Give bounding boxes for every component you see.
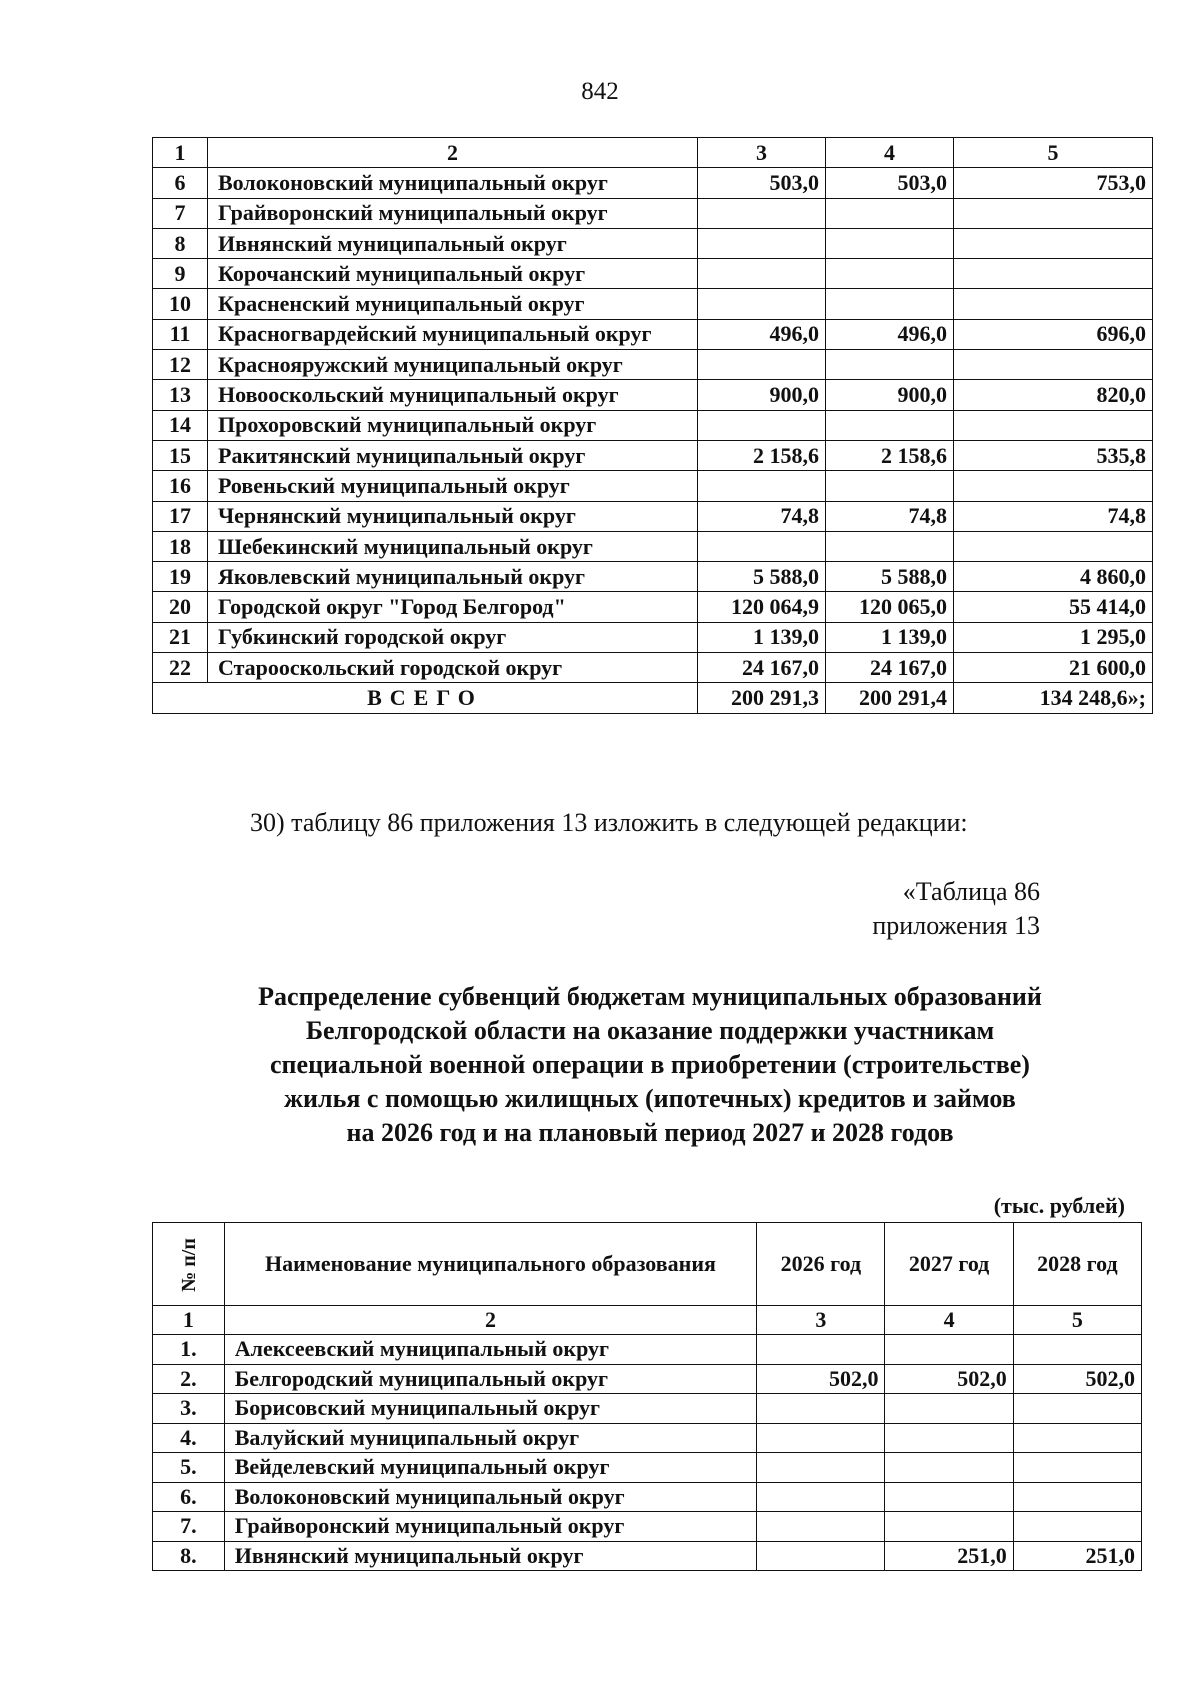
table-row <box>153 1482 1142 1512</box>
table-row <box>153 653 1153 683</box>
column-index: 4 <box>885 1306 1013 1335</box>
table-row <box>153 501 1153 531</box>
municipality-name: Ивнянский муниципальный округ <box>224 1541 757 1571</box>
value-col-5: 753,0 <box>954 168 1153 198</box>
value-2026 <box>757 1512 885 1542</box>
value-col-4 <box>826 350 954 380</box>
municipality-name: Алексеевский муниципальный округ <box>224 1335 757 1365</box>
row-number: 21 <box>153 622 208 652</box>
municipality-name: Городской округ "Город Белгород" <box>208 592 698 622</box>
value-col-3: 5 588,0 <box>698 562 826 592</box>
row-number: 8. <box>153 1541 225 1571</box>
row-number: 16 <box>153 471 208 501</box>
value-col-4: 5 588,0 <box>826 562 954 592</box>
value-col-4: 900,0 <box>826 380 954 410</box>
row-number: 2. <box>153 1364 225 1394</box>
municipality-name: Краснояружский муниципальный округ <box>208 350 698 380</box>
value-2028 <box>1013 1482 1141 1512</box>
value-2026 <box>757 1423 885 1453</box>
amendment-instruction: 30) таблицу 86 приложения 13 изложить в следующей редакции: <box>250 808 968 837</box>
value-2028 <box>1013 1335 1141 1365</box>
table-reference <box>872 875 1040 943</box>
row-number: 7 <box>153 198 208 228</box>
value-2026 <box>757 1394 885 1424</box>
municipality-name: Губкинский городской округ <box>208 622 698 652</box>
value-col-3 <box>698 228 826 258</box>
municipality-name: Ровеньский муниципальный округ <box>208 471 698 501</box>
value-col-3: 120 064,9 <box>698 592 826 622</box>
column-index: 1 <box>153 1306 225 1335</box>
row-number: 13 <box>153 380 208 410</box>
table-row <box>153 1512 1142 1542</box>
column-index: 2 <box>224 1306 757 1335</box>
value-col-5: 535,8 <box>954 440 1153 470</box>
row-number: 14 <box>153 410 208 440</box>
value-2027 <box>885 1482 1013 1512</box>
table-row <box>153 168 1153 198</box>
municipality-name: Корочанский муниципальный округ <box>208 259 698 289</box>
table-row <box>153 592 1153 622</box>
value-col-5: 55 414,0 <box>954 592 1153 622</box>
total-col-4: 200 291,4 <box>826 683 954 713</box>
municipality-name: Вейделевский муниципальный округ <box>224 1453 757 1483</box>
value-col-4 <box>826 198 954 228</box>
total-col-5: 134 248,6»; <box>954 683 1153 713</box>
row-number: 19 <box>153 562 208 592</box>
value-col-5 <box>954 531 1153 561</box>
table-row <box>153 562 1153 592</box>
total-col-3: 200 291,3 <box>698 683 826 713</box>
column-index: 2 <box>208 138 698 168</box>
value-2028: 251,0 <box>1013 1541 1141 1571</box>
value-2027 <box>885 1453 1013 1483</box>
municipality-name: Ивнянский муниципальный округ <box>208 228 698 258</box>
value-col-5: 1 295,0 <box>954 622 1153 652</box>
row-number: 6 <box>153 168 208 198</box>
row-number: 17 <box>153 501 208 531</box>
value-2028 <box>1013 1512 1141 1542</box>
row-number: 22 <box>153 653 208 683</box>
value-col-5 <box>954 350 1153 380</box>
value-2028 <box>1013 1423 1141 1453</box>
municipality-name: Белгородский муниципальный округ <box>224 1364 757 1394</box>
municipality-name: Грайворонский муниципальный округ <box>208 198 698 228</box>
column-index-row <box>153 1306 1142 1335</box>
municipality-name: Прохоровский муниципальный округ <box>208 410 698 440</box>
municipality-name: Старооскольский городской округ <box>208 653 698 683</box>
municipality-name: Красногвардейский муниципальный округ <box>208 319 698 349</box>
column-index: 3 <box>757 1306 885 1335</box>
municipality-name: Ракитянский муниципальный округ <box>208 440 698 470</box>
table-row <box>153 440 1153 470</box>
value-col-4: 2 158,6 <box>826 440 954 470</box>
row-number: 9 <box>153 259 208 289</box>
value-2026 <box>757 1453 885 1483</box>
value-col-4 <box>826 471 954 501</box>
table-row <box>153 350 1153 380</box>
value-2027 <box>885 1423 1013 1453</box>
municipality-name: Грайворонский муниципальный округ <box>224 1512 757 1542</box>
table-row <box>153 1541 1142 1571</box>
municipality-name: Валуйский муниципальный округ <box>224 1423 757 1453</box>
title-line: специальной военной операции в приобретении (строительстве) <box>270 1050 1030 1079</box>
table-row <box>153 1335 1142 1365</box>
row-number: 10 <box>153 289 208 319</box>
municipality-name: Яковлевский муниципальный округ <box>208 562 698 592</box>
title-line: на 2026 год и на плановый период 2027 и 2028 годов <box>346 1118 954 1147</box>
value-2028 <box>1013 1394 1141 1424</box>
table-row <box>153 410 1153 440</box>
subvention-table-continued <box>152 137 1153 714</box>
value-2027: 251,0 <box>885 1541 1013 1571</box>
value-2026 <box>757 1482 885 1512</box>
total-label: ВСЕГО <box>153 683 698 713</box>
subvention-table-86 <box>152 1222 1142 1571</box>
table-row <box>153 319 1153 349</box>
table-row <box>153 1394 1142 1424</box>
value-col-3 <box>698 289 826 319</box>
value-2027 <box>885 1394 1013 1424</box>
table-row <box>153 380 1153 410</box>
row-number: 20 <box>153 592 208 622</box>
table-row <box>153 198 1153 228</box>
value-col-5 <box>954 259 1153 289</box>
value-col-3: 1 139,0 <box>698 622 826 652</box>
header-2028: 2028 год <box>1013 1223 1141 1306</box>
municipality-name: Борисовский муниципальный округ <box>224 1394 757 1424</box>
column-index: 3 <box>698 138 826 168</box>
value-col-5: 820,0 <box>954 380 1153 410</box>
row-number: 12 <box>153 350 208 380</box>
column-index: 5 <box>954 138 1153 168</box>
value-col-5 <box>954 289 1153 319</box>
row-number: 3. <box>153 1394 225 1424</box>
value-col-3: 24 167,0 <box>698 653 826 683</box>
value-col-3: 74,8 <box>698 501 826 531</box>
header-number <box>153 1223 225 1306</box>
municipality-name: Шебекинский муниципальный округ <box>208 531 698 561</box>
value-col-4 <box>826 531 954 561</box>
value-2028: 502,0 <box>1013 1364 1141 1394</box>
row-number: 6. <box>153 1482 225 1512</box>
table-row <box>153 622 1153 652</box>
table-row <box>153 289 1153 319</box>
table-row <box>153 1423 1142 1453</box>
table-row <box>153 1453 1142 1483</box>
value-col-4 <box>826 410 954 440</box>
value-col-4 <box>826 228 954 258</box>
title-line: Белгородской области на оказание поддержки участникам <box>305 1016 995 1045</box>
value-col-4: 74,8 <box>826 501 954 531</box>
value-2026 <box>757 1335 885 1365</box>
row-number: 11 <box>153 319 208 349</box>
municipality-name: Чернянский муниципальный округ <box>208 501 698 531</box>
column-index: 5 <box>1013 1306 1141 1335</box>
value-col-5 <box>954 198 1153 228</box>
header-2026: 2026 год <box>757 1223 885 1306</box>
value-col-3 <box>698 410 826 440</box>
title-line: жилья с помощью жилищных (ипотечных) кредитов и займов <box>284 1084 1016 1113</box>
value-col-4 <box>826 259 954 289</box>
row-number: 5. <box>153 1453 225 1483</box>
value-col-3: 496,0 <box>698 319 826 349</box>
document-title <box>150 980 1150 1150</box>
header-name: Наименование муниципального образования <box>224 1223 757 1306</box>
value-col-3 <box>698 350 826 380</box>
column-index: 4 <box>826 138 954 168</box>
value-col-3: 503,0 <box>698 168 826 198</box>
municipality-name: Волоконовский муниципальный округ <box>208 168 698 198</box>
municipality-name: Новооскольский муниципальный округ <box>208 380 698 410</box>
table-row <box>153 531 1153 561</box>
header-row <box>153 1223 1142 1306</box>
value-col-3 <box>698 471 826 501</box>
value-col-3: 2 158,6 <box>698 440 826 470</box>
table-row <box>153 1364 1142 1394</box>
row-number: 15 <box>153 440 208 470</box>
value-2028 <box>1013 1453 1141 1483</box>
value-col-4: 120 065,0 <box>826 592 954 622</box>
row-number: 4. <box>153 1423 225 1453</box>
value-col-3: 900,0 <box>698 380 826 410</box>
value-col-5 <box>954 228 1153 258</box>
table-row <box>153 259 1153 289</box>
value-2027: 502,0 <box>885 1364 1013 1394</box>
value-col-5 <box>954 471 1153 501</box>
value-col-3 <box>698 531 826 561</box>
row-number: 7. <box>153 1512 225 1542</box>
value-col-4: 24 167,0 <box>826 653 954 683</box>
value-2026: 502,0 <box>757 1364 885 1394</box>
value-col-3 <box>698 198 826 228</box>
column-index: 1 <box>153 138 208 168</box>
column-index-row <box>153 138 1153 168</box>
total-row <box>153 683 1153 713</box>
row-number: 8 <box>153 228 208 258</box>
value-col-5: 74,8 <box>954 501 1153 531</box>
value-2027 <box>885 1335 1013 1365</box>
table-row <box>153 228 1153 258</box>
value-2027 <box>885 1512 1013 1542</box>
header-2027: 2027 год <box>885 1223 1013 1306</box>
value-col-4: 503,0 <box>826 168 954 198</box>
value-col-4 <box>826 289 954 319</box>
page-number: 842 <box>581 78 619 105</box>
value-col-4: 496,0 <box>826 319 954 349</box>
value-col-5: 21 600,0 <box>954 653 1153 683</box>
header-number-text: № п/п <box>177 1237 200 1292</box>
value-col-5: 696,0 <box>954 319 1153 349</box>
value-2026 <box>757 1541 885 1571</box>
table-reference-line: приложения 13 <box>872 911 1040 940</box>
value-col-5: 4 860,0 <box>954 562 1153 592</box>
table-row <box>153 471 1153 501</box>
value-col-4: 1 139,0 <box>826 622 954 652</box>
municipality-name: Красненский муниципальный округ <box>208 289 698 319</box>
title-line: Распределение субвенций бюджетам муниципальных образований <box>258 982 1042 1011</box>
row-number: 18 <box>153 531 208 561</box>
row-number: 1. <box>153 1335 225 1365</box>
table-reference-line: «Таблица 86 <box>902 877 1040 906</box>
municipality-name: Волоконовский муниципальный округ <box>224 1482 757 1512</box>
units-label: (тыс. рублей) <box>993 1193 1125 1218</box>
value-col-3 <box>698 259 826 289</box>
value-col-5 <box>954 410 1153 440</box>
